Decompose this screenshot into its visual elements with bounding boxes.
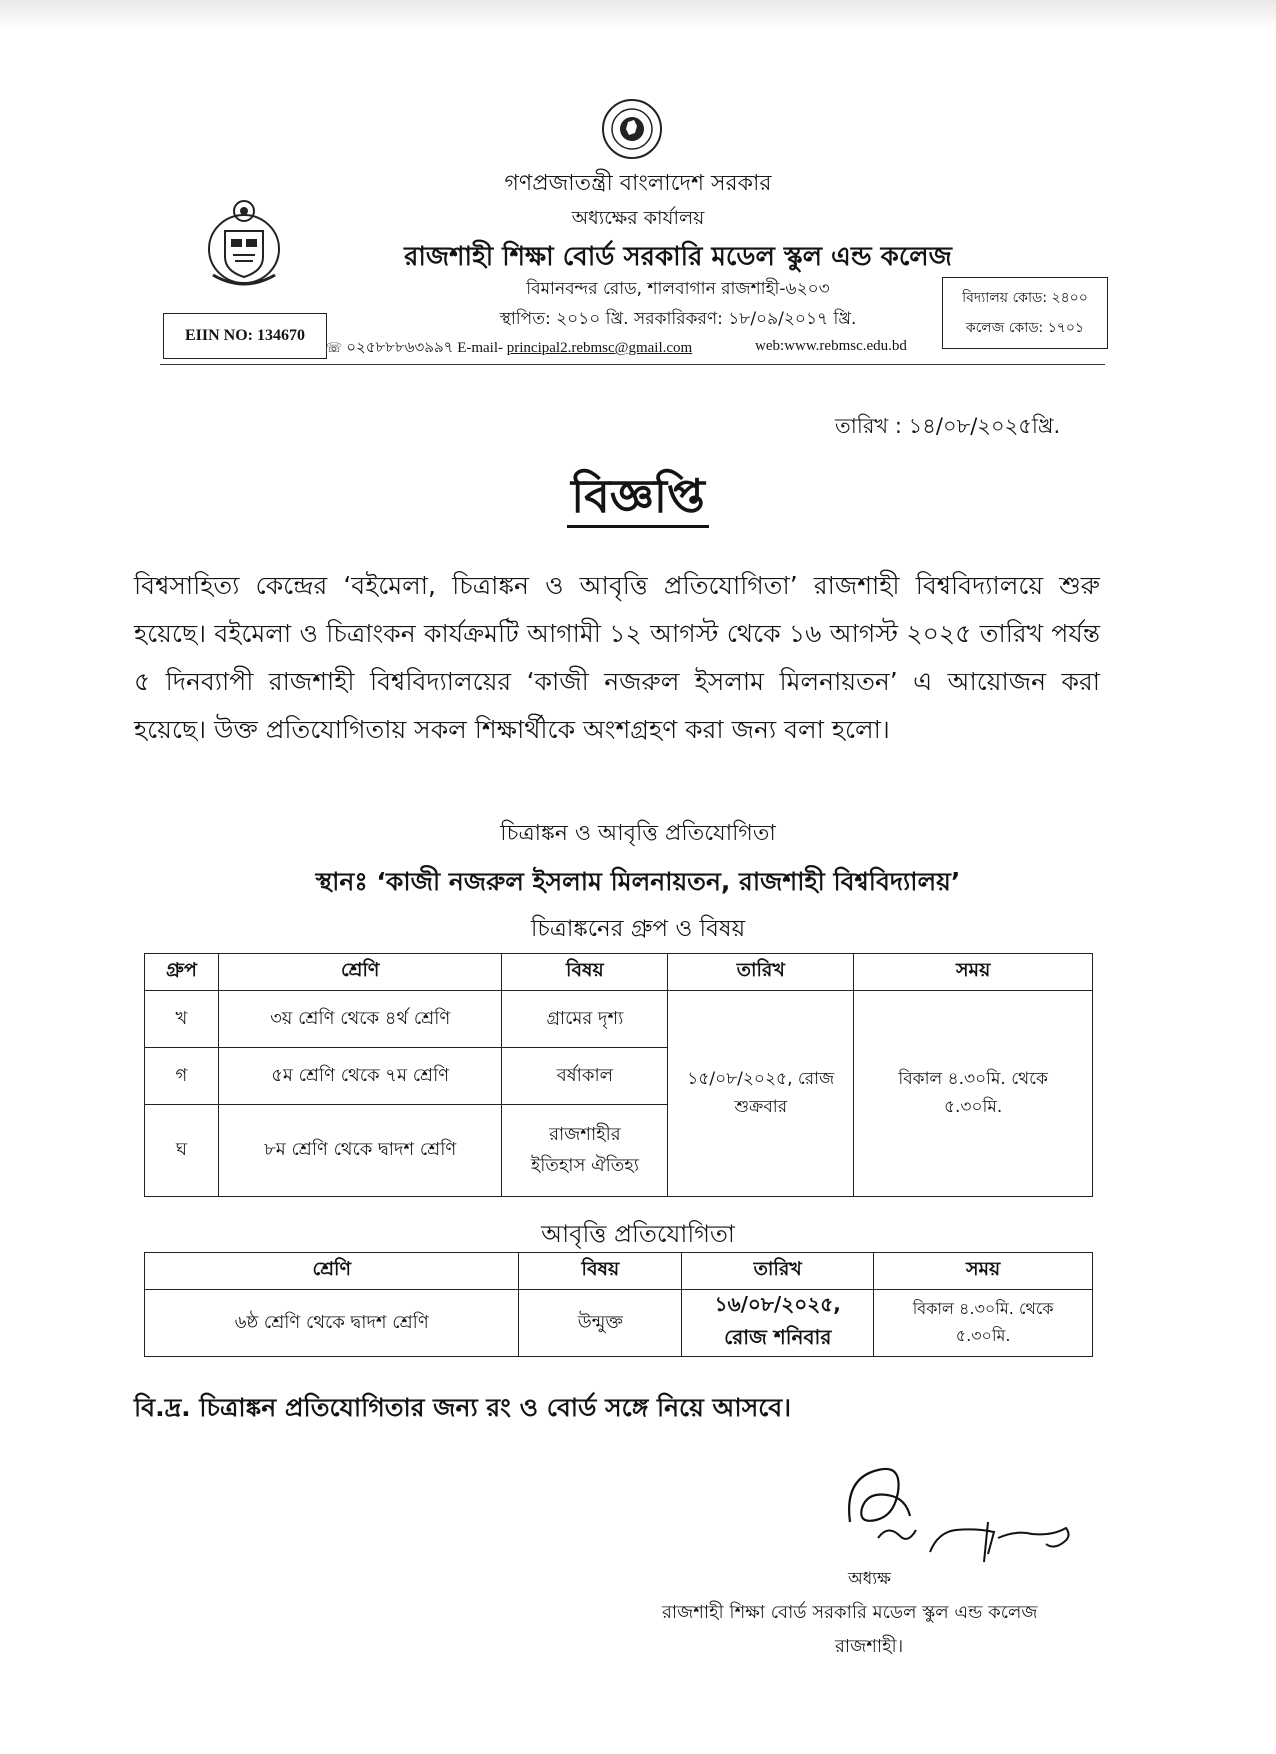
group-cell: গ [145,1048,219,1105]
contact-line [326,336,692,361]
subject-cell: উন্মুক্ত [519,1290,682,1357]
table-header-row [145,1253,1093,1290]
email-label: E-mail- [457,340,504,356]
government-name: গণপ্রজাতন্ত্রী বাংলাদেশ সরকার [504,171,772,196]
signer-title: অধ্যক্ষ [848,1569,891,1589]
column-header: সময় [854,954,1093,991]
subject-cell: বর্ষাকাল [502,1048,668,1105]
office-name: অধ্যক্ষের কার্যালয় [571,207,705,229]
class-cell: ৮ম শ্রেণি থেকে দ্বাদশ শ্রেণি [218,1105,502,1197]
class-cell: ৬ষ্ঠ শ্রেণি থেকে দ্বাদশ শ্রেণি [145,1290,519,1357]
drawing-schedule-table [144,953,1093,1197]
signer-organization: রাজশাহী শিক্ষা বোর্ড সরকারি মডেল স্কুল এন্ড কলেজ [662,1602,1038,1623]
column-header: গ্রুপ [145,954,219,991]
class-cell: ৫ম শ্রেণি থেকে ৭ম শ্রেণি [218,1048,502,1105]
date-cell: ১৫/০৮/২০২৫, রোজ শুক্রবার [668,991,854,1197]
table-header-row [145,954,1093,991]
email-address[interactable]: principal2.rebmsc@gmail.com [506,340,693,356]
recitation-heading: আবৃত্তি প্রতিযোগিতা [541,1220,735,1248]
subject-cell: রাজশাহীর ইতিহাস ঐতিহ্য [502,1105,668,1197]
column-header: সময় [874,1253,1093,1290]
venue-line: স্থানঃ ‘কাজী নজরুল ইসলাম মিলনায়তন, রাজশাহী বিশ্ববিদ্যালয়’ [315,867,961,896]
phone-icon: ☏ [326,340,343,355]
school-code: বিদ্যালয় কোড: ২৪০০ [962,290,1088,306]
date-cell: ১৬/০৮/২০২৫, রোজ শনিবার [682,1290,874,1357]
footnote: বি.দ্র. চিত্রাঙ্কন প্রতিযোগিতার জন্য রং ও বোর্ড সঙ্গে নিয়ে আসবে। [134,1393,792,1422]
drawing-groups-heading: চিত্রাঙ্কনের গ্রুপ ও বিষয় [530,916,746,942]
college-code: কলেজ কোড: ১৭০১ [965,320,1085,336]
class-cell: ৩য় শ্রেণি থেকে ৪র্থ শ্রেণি [218,991,502,1048]
eiin-box: EIIN NO: 134670 [163,313,327,359]
notice-body: বিশ্বসাহিত্য কেন্দ্রের ‘বইমেলা, চিত্রাঙ্কন ও আবৃত্তি প্রতিযোগিতা’ রাজশাহী বিশ্ববিদ্যালয়ে শুরু হয়েছে। বইমেলা ও চিত্রাংকন কার্যক্রমটি আগামী ১২ আগস্ট থেকে ১৬ আগস্ট ২০২৫ তারিখ পর্যন্ত ৫ দিনব্যাপী রাজশাহী বিশ্ববিদ্যালয়ের ‘কাজী নজরুল ইসলাম মিলনায়তন’ এ আয়োজন করা হয়েছে। উক্ত প্রতিযোগিতায় সকল শিক্ষার্থীকে অংশগ্রহণ করা জন্য বলা হলো। [134,571,1100,744]
time-cell: বিকাল ৪.৩০মি. থেকে ৫.৩০মি. [854,991,1093,1197]
column-header: শ্রেণি [145,1253,519,1290]
table-row [145,1290,1093,1357]
government-seal-icon [601,98,663,160]
notice-date: তারিখ : ১৪/০৮/২০২৫খ্রি. [835,414,1061,438]
scan-edge-band [0,0,1276,30]
column-header: তারিখ [668,954,854,991]
competition-heading: চিত্রাঙ্কন ও আবৃত্তি প্রতিযোগিতা [500,821,776,846]
notice-title [0,462,1276,538]
header-divider [160,364,1105,365]
notice-title-text: বিজ্ঞপ্তি [567,469,709,528]
subject-cell: গ্রামের দৃশ্য [502,991,668,1048]
time-cell: বিকাল ৪.৩০মি. থেকে ৫.৩০মি. [874,1290,1093,1357]
column-header: বিষয় [519,1253,682,1290]
group-cell: খ [145,991,219,1048]
group-cell: ঘ [145,1105,219,1197]
school-name: রাজশাহী শিক্ষা বোর্ড সরকারি মডেল স্কুল এন্ড কলেজ [404,242,952,272]
handwritten-signature [838,1460,1088,1570]
website[interactable]: web:www.rebmsc.edu.bd [755,338,907,354]
column-header: তারিখ [682,1253,874,1290]
institution-code-box [942,277,1108,349]
column-header: শ্রেণি [218,954,502,991]
signer-city: রাজশাহী। [835,1636,904,1657]
recitation-schedule-table [144,1252,1093,1357]
table-row [145,991,1093,1048]
phone-number: ০২৫৮৮৮৬৩৯৯৭ [346,340,454,356]
establishment-info: স্থাপিত: ২০১০ খ্রি. সরকারিকরণ: ১৮/০৯/২০১৭ খ্রি. [499,309,857,329]
school-address: বিমানবন্দর রোড, শালবাগান রাজশাহী-৬২০৩ [526,279,830,299]
column-header: বিষয় [502,954,668,991]
